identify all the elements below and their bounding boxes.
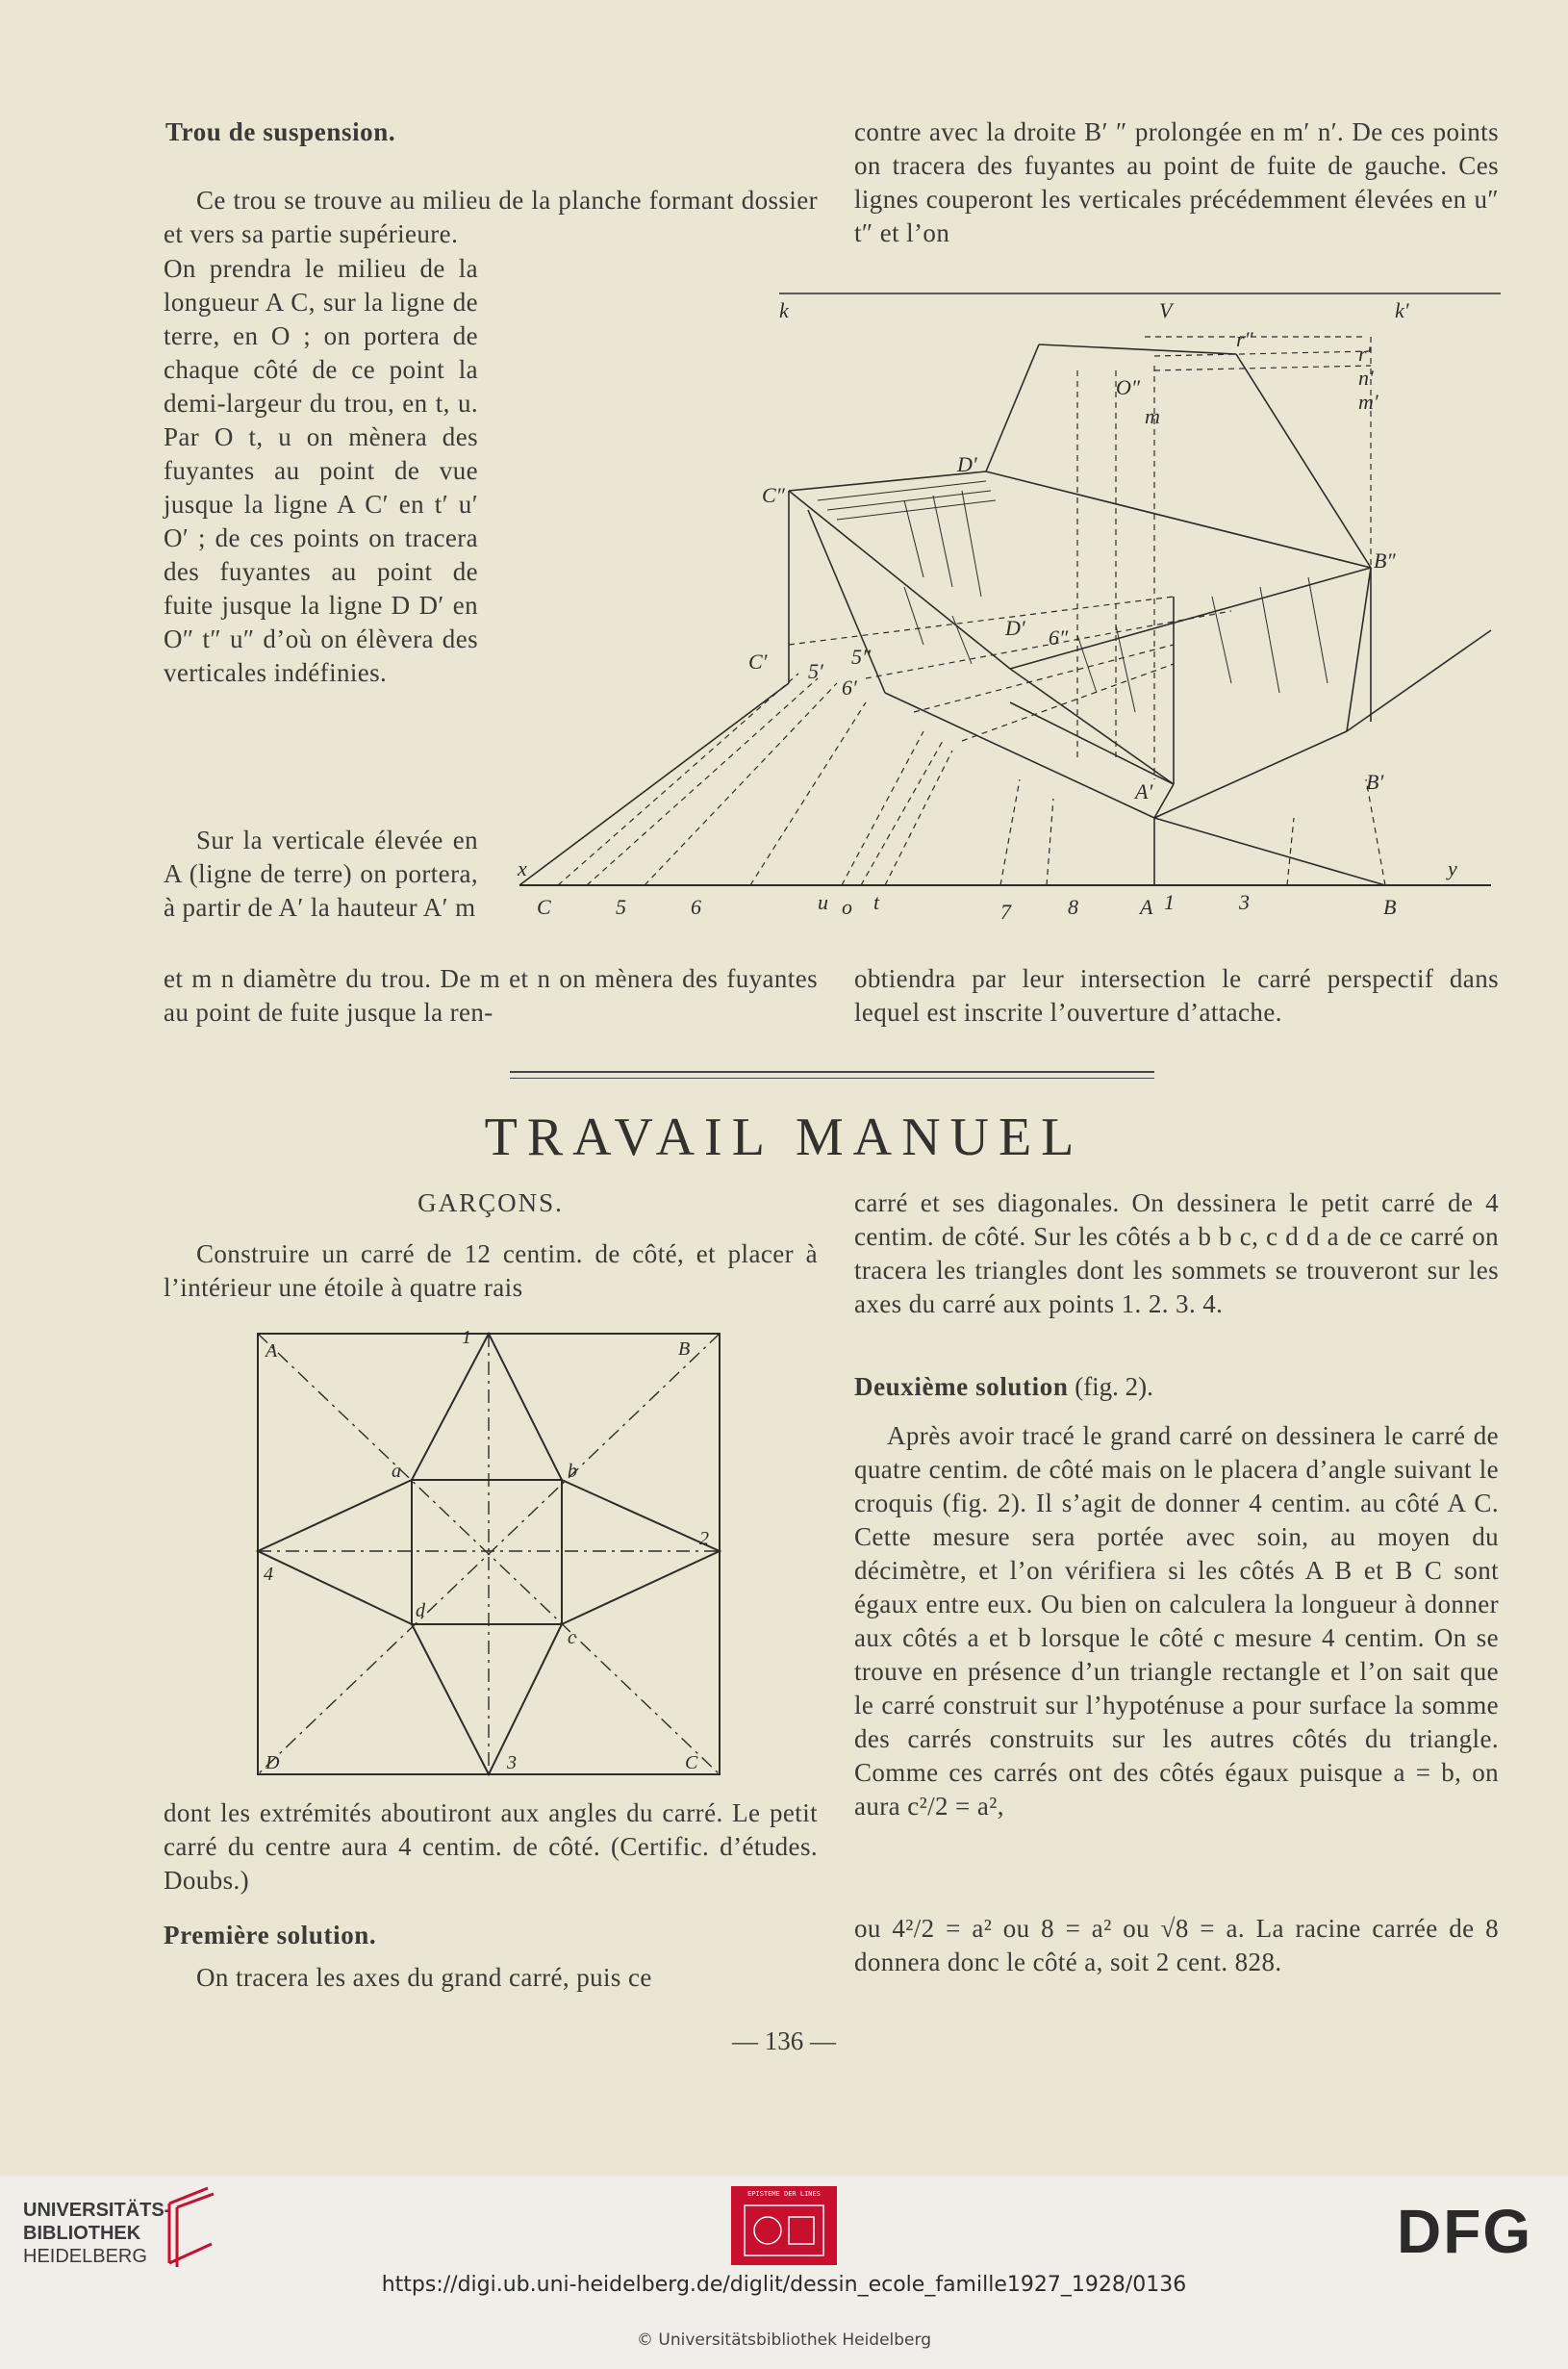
label-o2: O″ — [1116, 375, 1141, 399]
label-y: y — [1448, 856, 1457, 880]
label-c1: C′ — [748, 650, 768, 674]
ground-label-t: t — [873, 890, 880, 914]
star-label-d: d — [416, 1600, 425, 1621]
ground-label-a: A — [1140, 895, 1153, 919]
label-a1: A′ — [1135, 779, 1153, 803]
label-c2: C″ — [762, 483, 785, 507]
label-b2: B″ — [1374, 548, 1396, 573]
star-label-A: A — [266, 1340, 278, 1362]
center-logo-icon — [731, 2186, 837, 2265]
library-line-1: UNIVERSITÄTS- — [23, 2200, 171, 2221]
star-label-B: B — [678, 1338, 691, 1360]
left-narrow-paragraph: On prendra le milieu de la longueur A C, sur la ligne de terre, en O ; on portera de chaque côté de ce point la demi-largeur du trou, en t, u. Par O t, u on mènera des fuyantes au point de vue jusque la ligne A C′ en t′ u′ O′ ; de ces points on tracera des fuyantes au point de fuite jusque la ligne D D′ en O″ t″ u″ d’où on élèvera des verticales indéfinies. — [164, 254, 478, 687]
left-bottom-paragraph: et m n diamètre du trou. De m et n on mènera des fuyantes au point de fuite jusque la ren- — [164, 964, 818, 1027]
ground-label-8: 8 — [1068, 895, 1078, 919]
library-line-3: HEIDELBERG — [23, 2246, 147, 2267]
label-d2: D′ — [957, 452, 977, 476]
deuxieme-solution-fig: (fig. 2). — [1075, 1372, 1153, 1401]
page-number: — 136 — — [732, 2026, 836, 2055]
right-top-paragraph: contre avec la droite B′ ″ prolongée en m′ n′. De ces points on tracera des fuyantes au point de fuite de gauche. Ces lignes couperont les verticales précédemment élevées en u″ t″ et l’on — [854, 117, 1499, 247]
star-label-b: b — [568, 1461, 577, 1482]
right-bottom-paragraph: obtiendra par leur intersection le carré perspectif dans lequel est inscrite l’ouverture d’attache. — [854, 964, 1499, 1027]
star-label-c: c — [568, 1627, 576, 1648]
star-label-3: 3 — [507, 1752, 517, 1773]
label-five2: 5″ — [851, 645, 872, 669]
heading-deuxieme-solution — [854, 1370, 1153, 1404]
heading-premiere-solution: Première solution. — [164, 1921, 377, 1949]
deuxieme-solution-label: Deuxième solution — [854, 1372, 1069, 1401]
star-figure — [252, 1328, 733, 1790]
ground-label-5: 5 — [616, 895, 626, 919]
copyright-text: © Universitätsbibliothek Heidelberg — [636, 2331, 931, 2350]
star-label-D: D — [266, 1752, 280, 1773]
ground-label-o: o — [842, 895, 852, 919]
formula-paragraph: ou 4²/2 = a² ou 8 = a² ou √8 = a. La racine carrée de 8 donnera donc le côté a, soit 2 cent. 828. — [854, 1914, 1499, 1976]
perspective-drawing — [500, 279, 1510, 943]
exercise-intro: Construire un carré de 12 centim. de côté, et placer à l’intérieur une étoile à quatre rais — [164, 1239, 818, 1302]
library-logo-icon[interactable] — [160, 2184, 219, 2271]
center-logo-text: EPISTEME DER LINES — [747, 2190, 821, 2198]
label-six2: 6″ — [1049, 625, 1069, 650]
label-v: V — [1159, 298, 1173, 322]
ground-label-c: C — [537, 895, 551, 919]
ground-label-3: 3 — [1239, 890, 1250, 914]
label-x: x — [518, 856, 527, 880]
label-r2: r″ — [1236, 327, 1253, 351]
library-line-2: BIBLIOTHEK — [23, 2223, 141, 2244]
left-intro-paragraph: Ce trou se trouve au milieu de la planche formant dossier et vers sa partie supérieure. — [164, 186, 818, 248]
label-six1: 6′ — [842, 675, 857, 700]
ground-label-6: 6 — [691, 895, 701, 919]
premiere-solution-text: On tracera les axes du grand carré, puis ce — [196, 1963, 652, 1992]
library-logo-text[interactable] — [23, 2199, 170, 2268]
center-logo[interactable] — [731, 2186, 837, 2265]
star-label-a: a — [392, 1461, 401, 1482]
ground-label-b: B — [1383, 895, 1397, 919]
star-label-C: C — [685, 1752, 698, 1773]
label-five1: 5′ — [808, 659, 823, 683]
ground-label-u: u — [818, 890, 828, 914]
label-n1: n′ — [1358, 366, 1374, 390]
right-paragraph-2: Après avoir tracé le grand carré on dessinera le carré de quatre centim. de côté mais on le placera d’angle suivant le croquis (fig. 2). Il s’agit de donner 4 centim. au côté A C. Cette mesure sera portée avec soin, au moyen du décimètre, et l’on vérifiera si les côtés A B et B C sont égaux entre eux. Ou bien on calculera la longueur à donner aux côtés a et b lorsque le côté c mesure 4 centim. On se trouve en présence d’un triangle rectangle et l’on sait que le carré construit sur l’hypoténuse a pour surface la somme des carrés construits sur les autres côtés du triangle. Comme ces carrés ont des côtés égaux puisque a = b, on aura c²/2 = a², — [854, 1421, 1499, 1821]
right-paragraph-1: carré et ses diagonales. On dessinera le petit carré de 4 centim. de côté. Sur les côtés a b b c, c d d a de ce carré on tracera les triangles dont les sommets se trouveront sur les axes du carré aux points 1. 2. 3. 4. — [854, 1188, 1499, 1318]
after-figure-paragraph: dont les extrémités aboutiront aux angles du carré. Le petit carré du centre aura 4 centim. de côté. (Certific. d’études. Doubs.) — [164, 1798, 818, 1895]
ground-label-7: 7 — [1000, 900, 1011, 924]
star-label-2: 2 — [699, 1528, 709, 1549]
star-label-4: 4 — [264, 1564, 273, 1585]
left-narrow-paragraph-2: Sur la verticale élevée en A (ligne de terre) on portera, à partir de A′ la hauteur A′ m — [164, 826, 478, 922]
label-b1: B′ — [1366, 770, 1384, 794]
label-r1: r′ — [1358, 342, 1372, 366]
label-m1: m′ — [1358, 390, 1378, 414]
dfg-logo[interactable]: DFG — [1397, 2197, 1533, 2266]
label-d1: D′ — [1005, 616, 1025, 640]
label-k2: k′ — [1395, 298, 1409, 322]
section-title: TRAVAIL MANUEL — [484, 1108, 1084, 1167]
ground-label-1: 1 — [1164, 890, 1175, 914]
label-k: k — [779, 298, 789, 322]
subtitle-garcons: GARÇONS. — [417, 1188, 564, 1217]
separator-rule — [510, 1071, 1154, 1073]
heading-trou-de-suspension: Trou de suspension. — [165, 117, 396, 146]
label-m: m — [1145, 404, 1160, 428]
separator-rule-thin — [510, 1078, 1154, 1079]
source-url-link[interactable]: https://digi.ub.uni-heidelberg.de/diglit/dessin_ecole_famille1927_1928/0136 — [381, 2273, 1187, 2297]
star-label-1: 1 — [462, 1328, 471, 1348]
